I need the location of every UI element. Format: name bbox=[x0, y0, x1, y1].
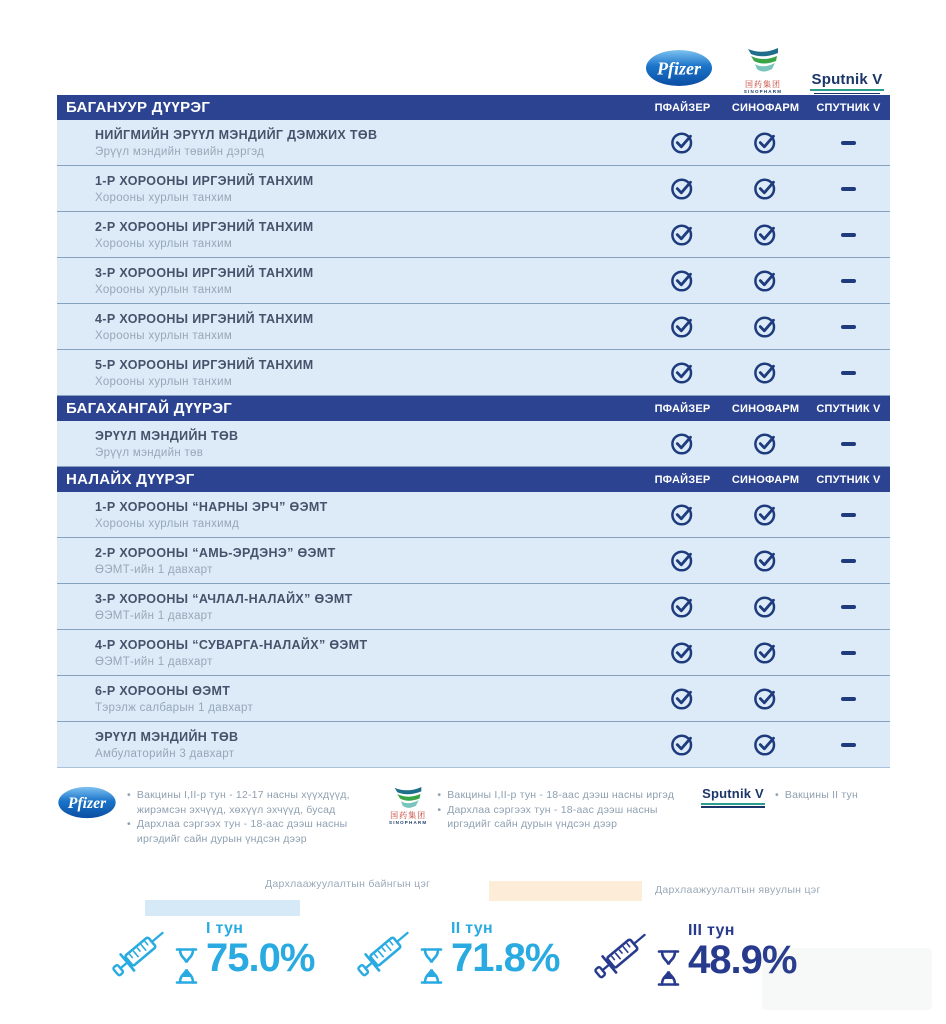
row-text bbox=[57, 266, 641, 296]
section-header bbox=[57, 95, 890, 120]
syringe-icon bbox=[348, 912, 428, 982]
table-row bbox=[57, 492, 890, 538]
row-text bbox=[57, 220, 641, 250]
bullet-icon: • bbox=[775, 789, 779, 801]
vaccine-unavailable-cell bbox=[807, 513, 890, 517]
table-row bbox=[57, 258, 890, 304]
pfizer-logo-text: Pfizer bbox=[657, 58, 701, 79]
dash-icon bbox=[841, 371, 856, 375]
check-icon bbox=[752, 731, 779, 758]
sputnik-tagline-line bbox=[810, 89, 884, 91]
column-header: ПФАЙЗЕР bbox=[654, 101, 711, 114]
row-text bbox=[57, 730, 641, 760]
location-title: ЭРҮҮЛ МЭНДИЙН ТӨВ bbox=[95, 729, 239, 744]
column-header: ПФАЙЗЕР bbox=[654, 402, 711, 415]
vaccine-available-cell bbox=[641, 685, 724, 712]
dash-icon bbox=[841, 651, 856, 655]
location-title: 5-Р ХОРООНЫ ИРГЭНИЙ ТАНХИМ bbox=[95, 357, 314, 372]
syringe-icon bbox=[103, 912, 183, 982]
sputnik-logo-text: Sputnik V bbox=[811, 70, 883, 88]
dash-icon bbox=[841, 743, 856, 747]
row-text bbox=[57, 546, 641, 576]
sinopharm-notes bbox=[437, 788, 682, 832]
note-text: Дархлаа сэргээх тун - 18-аас дээш насны иргэдийг сайн дурын үндсэн дээр bbox=[136, 818, 348, 846]
location-subtitle: Хорооны хурлын танхимд bbox=[95, 517, 240, 530]
note-text: Вакцины I,II-р тун - 12-17 насны хүүхдүүд, жирэмсэн эхчүүд, хөхүүл эхчүүд, бусад bbox=[136, 789, 350, 816]
sinopharm-logo-small: 国药集团 SINOPHARM bbox=[389, 786, 427, 825]
check-icon bbox=[669, 175, 696, 202]
note-text: Вакцины II тун bbox=[784, 789, 858, 801]
row-text bbox=[57, 429, 641, 459]
table-row bbox=[57, 166, 890, 212]
dose-percentage: 71.8% bbox=[451, 936, 560, 980]
note-item bbox=[437, 788, 682, 803]
check-icon bbox=[669, 267, 696, 294]
location-subtitle: Эрүүл мэндийн төвийн дэргэд bbox=[95, 145, 265, 158]
note-text: Дархлаа сэргээх тун - 18-аас дээш насны иргэдийг сайн дурын үндсэн дээр bbox=[447, 803, 658, 831]
vaccine-unavailable-cell bbox=[807, 233, 890, 237]
table-row bbox=[57, 212, 890, 258]
column-header: СПУТНИК V bbox=[816, 101, 881, 114]
table-row bbox=[57, 350, 890, 396]
sputnik-notes bbox=[775, 788, 858, 803]
pfizer-logo-small bbox=[57, 786, 117, 819]
section-header bbox=[57, 396, 890, 421]
dash-icon bbox=[841, 605, 856, 609]
location-subtitle: Амбулаторийн 3 давхарт bbox=[95, 747, 235, 760]
sputnik-notes-block bbox=[701, 786, 890, 847]
check-icon bbox=[752, 547, 779, 574]
check-icon bbox=[669, 430, 696, 457]
vaccine-unavailable-cell bbox=[807, 743, 890, 747]
bullet-icon: • bbox=[437, 803, 442, 816]
row-text bbox=[57, 684, 641, 714]
dose-label: III тун bbox=[688, 922, 735, 939]
table bbox=[57, 95, 890, 768]
note-text: Вакцины I,II-р тун - 18-аас дээш насны иргэд bbox=[447, 789, 675, 801]
pfizer-logo-icon bbox=[645, 49, 713, 92]
watermark bbox=[762, 948, 932, 1010]
check-icon bbox=[669, 731, 696, 758]
check-icon bbox=[752, 501, 779, 528]
location-subtitle: ӨЭМТ-ийн 1 давхарт bbox=[95, 563, 213, 576]
svg-text:Pfizer: Pfizer bbox=[67, 795, 107, 813]
vaccine-unavailable-cell bbox=[807, 371, 890, 375]
bullet-icon: • bbox=[127, 818, 131, 831]
table-row bbox=[57, 584, 890, 630]
dash-icon bbox=[841, 279, 856, 283]
location-title: 4-Р ХОРООНЫ “СУВАРГА-НАЛАЙХ” ӨЭМТ bbox=[95, 637, 368, 652]
location-subtitle: Хорооны хурлын танхим bbox=[95, 329, 233, 342]
dash-icon bbox=[841, 559, 856, 563]
table-row bbox=[57, 630, 890, 676]
vaccine-available-cell bbox=[724, 639, 807, 666]
pfizer-notes bbox=[127, 788, 377, 847]
row-text bbox=[57, 592, 641, 622]
dose-label: II тун bbox=[451, 920, 493, 937]
row-text bbox=[57, 174, 641, 204]
dash-icon bbox=[841, 697, 856, 701]
dose-percentage: 75.0% bbox=[206, 936, 315, 980]
check-icon bbox=[752, 129, 779, 156]
table-row bbox=[57, 304, 890, 350]
check-icon bbox=[752, 175, 779, 202]
location-subtitle: ӨЭМТ-ийн 1 давхарт bbox=[95, 609, 213, 622]
check-icon bbox=[752, 593, 779, 620]
vaccine-unavailable-cell bbox=[807, 325, 890, 329]
check-icon bbox=[669, 313, 696, 340]
vaccine-unavailable-cell bbox=[807, 605, 890, 609]
location-subtitle: Хорооны хурлын танхим bbox=[95, 191, 233, 204]
table-row bbox=[57, 722, 890, 768]
column-header: СПУТНИК V bbox=[816, 473, 881, 486]
vaccine-available-cell bbox=[724, 501, 807, 528]
check-icon bbox=[752, 685, 779, 712]
dash-icon bbox=[841, 187, 856, 191]
check-icon bbox=[752, 313, 779, 340]
section-title: БАГАНУУР ДҮҮРЭГ bbox=[66, 99, 211, 116]
dash-icon bbox=[841, 233, 856, 237]
vaccine-available-cell bbox=[641, 267, 724, 294]
vaccine-unavailable-cell bbox=[807, 187, 890, 191]
table-row bbox=[57, 421, 890, 467]
row-text bbox=[57, 500, 641, 530]
vaccine-available-cell bbox=[641, 593, 724, 620]
sputnik-tagline-line bbox=[814, 93, 880, 95]
vaccine-available-cell bbox=[724, 313, 807, 340]
location-title: 3-Р ХОРООНЫ “АЧЛАЛ-НАЛАЙХ” ӨЭМТ bbox=[95, 591, 353, 606]
column-header: СИНОФАРМ bbox=[731, 473, 800, 486]
vaccine-available-cell bbox=[641, 639, 724, 666]
check-icon bbox=[669, 639, 696, 666]
sinopharm-shield-icon bbox=[745, 47, 781, 80]
pfizer-logo bbox=[637, 26, 721, 94]
check-icon bbox=[669, 129, 696, 156]
check-icon bbox=[669, 547, 696, 574]
location-title: 6-Р ХОРООНЫ ӨЭМТ bbox=[95, 683, 231, 698]
location-subtitle: Хорооны хурлын танхим bbox=[95, 283, 233, 296]
location-title: 2-Р ХОРООНЫ “АМЬ-ЭРДЭНЭ” ӨЭМТ bbox=[95, 545, 336, 560]
check-icon bbox=[669, 221, 696, 248]
dose-percentage: 48.9% bbox=[688, 938, 797, 982]
check-icon bbox=[669, 501, 696, 528]
vaccine-available-cell bbox=[641, 313, 724, 340]
vaccine-available-cell bbox=[724, 175, 807, 202]
location-title: 1-Р ХОРООНЫ “НАРНЫ ЭРЧ” ӨЭМТ bbox=[95, 499, 328, 514]
pfizer-notes-block bbox=[57, 786, 389, 847]
row-text bbox=[57, 128, 641, 158]
hourglass-icon bbox=[418, 946, 445, 986]
vaccine-unavailable-cell bbox=[807, 559, 890, 563]
sinopharm-notes-block bbox=[389, 786, 701, 847]
location-subtitle: Эрүүл мэндийн төв bbox=[95, 446, 204, 459]
note-item bbox=[437, 803, 682, 832]
stat-text bbox=[206, 920, 314, 979]
location-title: НИЙГМИЙН ЭРҮҮЛ МЭНДИЙГ ДЭМЖИХ ТӨВ bbox=[95, 127, 378, 142]
vaccine-available-cell bbox=[641, 547, 724, 574]
vaccine-available-cell bbox=[724, 221, 807, 248]
check-icon bbox=[669, 593, 696, 620]
mobile-point-label: Дархлаажуулалтын явуулын цэг bbox=[655, 884, 821, 896]
row-text bbox=[57, 358, 641, 388]
vaccine-available-cell bbox=[641, 359, 724, 386]
check-icon bbox=[752, 221, 779, 248]
stat-text bbox=[451, 920, 559, 979]
note-item bbox=[775, 788, 858, 803]
hourglass-icon bbox=[173, 946, 200, 986]
vaccine-available-cell bbox=[641, 731, 724, 758]
vaccine-available-cell bbox=[724, 685, 807, 712]
vaccine-available-cell bbox=[724, 593, 807, 620]
note-item bbox=[127, 788, 377, 817]
sputnik-logo-small: Sputnik V bbox=[701, 786, 765, 808]
vaccine-available-cell bbox=[724, 129, 807, 156]
section-title: НАЛАЙХ ДҮҮРЭГ bbox=[66, 471, 195, 488]
check-icon bbox=[752, 267, 779, 294]
row-text bbox=[57, 638, 641, 668]
vaccine-unavailable-cell bbox=[807, 697, 890, 701]
dash-icon bbox=[841, 513, 856, 517]
bullet-icon: • bbox=[437, 789, 442, 801]
vaccine-unavailable-cell bbox=[807, 141, 890, 145]
vaccine-available-cell bbox=[641, 430, 724, 457]
section-header bbox=[57, 467, 890, 492]
column-header: СИНОФАРМ bbox=[731, 402, 800, 415]
dash-icon bbox=[841, 442, 856, 446]
section-title: БАГАХАНГАЙ ДҮҮРЭГ bbox=[66, 400, 233, 417]
location-subtitle: Хорооны хурлын танхим bbox=[95, 237, 233, 250]
table-row bbox=[57, 538, 890, 584]
sputnik-logo bbox=[805, 26, 889, 94]
check-icon bbox=[669, 359, 696, 386]
vaccine-available-cell bbox=[724, 267, 807, 294]
sinopharm-cn-text: 国药集团 bbox=[745, 80, 781, 89]
location-subtitle: Хорооны хурлын танхим bbox=[95, 375, 233, 388]
table-row bbox=[57, 676, 890, 722]
vaccine-available-cell bbox=[641, 175, 724, 202]
location-title: 4-Р ХОРООНЫ ИРГЭНИЙ ТАНХИМ bbox=[95, 311, 314, 326]
dash-icon bbox=[841, 141, 856, 145]
check-icon bbox=[752, 639, 779, 666]
hourglass-icon bbox=[655, 948, 682, 988]
row-text bbox=[57, 312, 641, 342]
syringe-icon bbox=[585, 914, 665, 984]
dash-icon bbox=[841, 325, 856, 329]
location-title: 3-Р ХОРООНЫ ИРГЭНИЙ ТАНХИМ bbox=[95, 265, 314, 280]
location-title: ЭРҮҮЛ МЭНДИЙН ТӨВ bbox=[95, 428, 239, 443]
column-header: СПУТНИК V bbox=[816, 402, 881, 415]
vaccine-unavailable-cell bbox=[807, 651, 890, 655]
vaccine-available-cell bbox=[641, 221, 724, 248]
dose-stat bbox=[348, 912, 559, 986]
vaccine-unavailable-cell bbox=[807, 442, 890, 446]
logo-strip bbox=[637, 26, 890, 94]
vaccine-available-cell bbox=[724, 359, 807, 386]
location-subtitle: ӨЭМТ-ийн 1 давхарт bbox=[95, 655, 213, 668]
dose-label: I тун bbox=[206, 920, 244, 937]
check-icon bbox=[669, 685, 696, 712]
permanent-point-label: Дархлаажуулалтын байнгын цэг bbox=[265, 878, 431, 890]
column-header: ПФАЙЗЕР bbox=[654, 473, 711, 486]
check-icon bbox=[752, 430, 779, 457]
column-header: СИНОФАРМ bbox=[731, 101, 800, 114]
bullet-icon: • bbox=[127, 789, 131, 801]
dose-stat bbox=[103, 912, 314, 986]
vaccine-available-cell bbox=[641, 501, 724, 528]
sinopharm-logo bbox=[721, 26, 805, 94]
sinopharm-en-text: SINOPHARM bbox=[743, 89, 783, 94]
location-title: 1-Р ХОРООНЫ ИРГЭНИЙ ТАНХИМ bbox=[95, 173, 314, 188]
location-subtitle: Тэрэлж салбарын 1 давхарт bbox=[95, 701, 254, 714]
vaccine-available-cell bbox=[724, 547, 807, 574]
mobile-point-swatch bbox=[489, 881, 642, 901]
table-row bbox=[57, 120, 890, 166]
vaccine-available-cell bbox=[724, 430, 807, 457]
vaccine-unavailable-cell bbox=[807, 279, 890, 283]
vaccine-available-cell bbox=[724, 731, 807, 758]
notes-strip bbox=[57, 786, 890, 847]
location-title: 2-Р ХОРООНЫ ИРГЭНИЙ ТАНХИМ bbox=[95, 219, 314, 234]
note-item bbox=[127, 817, 377, 846]
vaccine-available-cell bbox=[641, 129, 724, 156]
check-icon bbox=[752, 359, 779, 386]
